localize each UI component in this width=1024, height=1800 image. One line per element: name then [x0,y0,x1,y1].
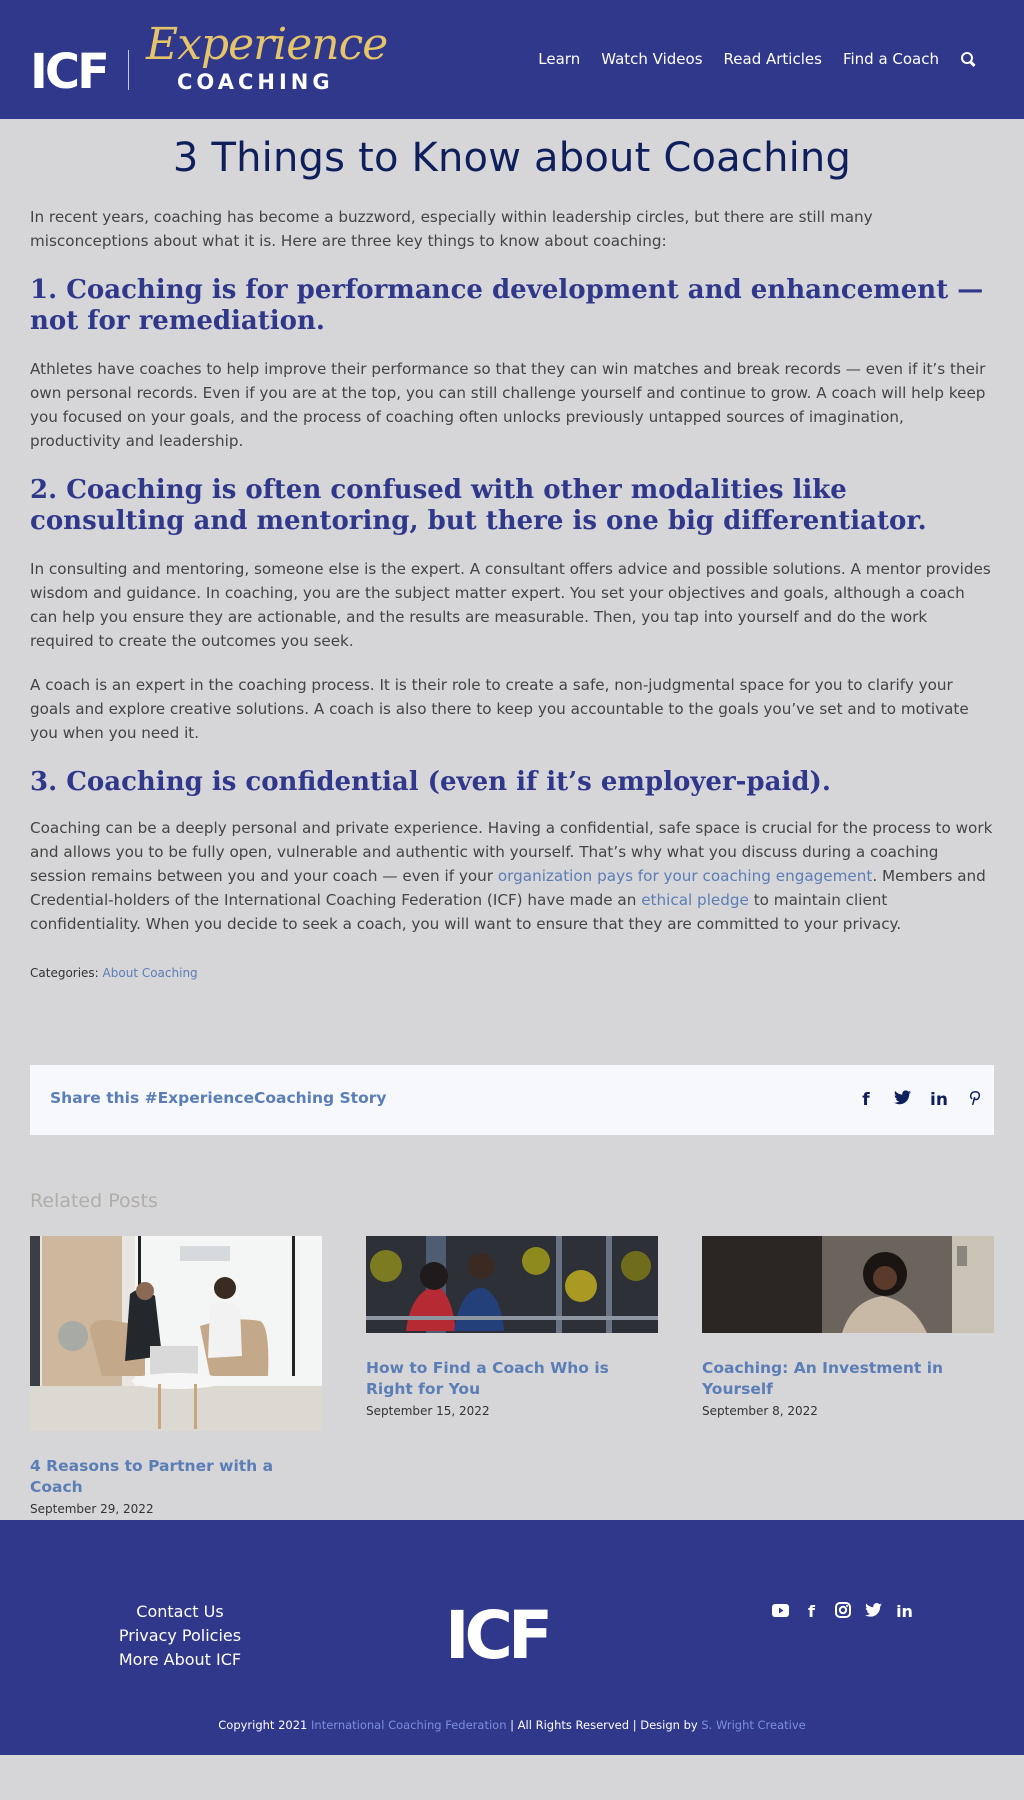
paragraph-3: A coach is an expert in the coaching process. It is their role to create a safe, non-judgmental space for you to clarify your goals and explore creative solutions. A coach is also there to keep you accountable to the goals you’ve set and to motivate you when you need it. [30,676,969,742]
categories-label: Categories: [30,966,103,980]
footer-logo[interactable]: ICF [445,1597,549,1674]
footer-contact-us[interactable]: Contact Us [136,1602,224,1621]
post-date: September 8, 2022 [702,1404,818,1418]
search-icon[interactable] [960,51,976,67]
article [30,119,994,980]
share-icons [858,1089,982,1111]
related-posts-title: Related Posts [30,1190,158,1212]
paragraph-1: Athletes have coaches to help improve their performance so that they can win matches and break records — even if it’s their own personal records. Even if you are at the top, you can still challenge yourself and continue to grow. A coach will help keep you focused on your goals, and the process of coaching often unlocks previously untapped sources of imagination, productivity and leadership. [30,360,986,450]
related-post[interactable] [366,1236,658,1418]
linkedin-icon[interactable]: in [930,1090,948,1110]
paragraph-4-text-b: . Members and Credential-holders of the International Coaching Federation (ICF) have made an [30,867,986,909]
footer-links [80,1600,280,1672]
twitter-icon[interactable] [865,1603,882,1621]
nav-watch-videos[interactable]: Watch Videos [601,50,703,68]
post-title[interactable]: 4 Reasons to Partner with a Coach [30,1457,274,1496]
pinterest-icon[interactable] [966,1089,982,1111]
post-title[interactable]: Coaching: An Investment in Yourself [702,1359,944,1398]
ethical-pledge-link[interactable]: ethical pledge [641,891,749,909]
main-nav [538,50,976,68]
facebook-icon[interactable]: f [808,1602,815,1621]
nav-learn[interactable]: Learn [538,50,581,68]
share-box [30,1065,994,1135]
instagram-icon[interactable] [834,1602,851,1622]
section-heading-3: 3. Coaching is confidential (even if it’s employer-paid). [30,767,831,797]
logo-icf: ICF [30,44,107,100]
related-post[interactable] [30,1236,322,1516]
logo-coaching: COACHING [177,70,334,94]
paragraph-4-text-a: Coaching can be a deeply personal and private experience. Having a confidential, safe space is crucial for the process to work and allows you to be fully open, vulnerable and authentic with yourself. That’s why what you discuss during a coaching session remains between you and your coach — even if your [30,819,993,885]
post-title[interactable]: How to Find a Coach Who is Right for You [366,1359,609,1398]
copyright-text-b: | All Rights Reserved | Design by [506,1718,702,1732]
page-title: 3 Things to Know about Coaching [172,135,852,181]
site-header [0,0,1024,119]
twitter-icon[interactable] [894,1090,910,1110]
logo-script: Experience [146,19,388,70]
paragraph-4 [30,816,994,936]
categories [30,966,994,980]
nav-read-articles[interactable]: Read Articles [723,50,822,68]
intro-paragraph: In recent years, coaching has become a buzzword, especially within leadership circles, but there are still many misconceptions about what it is. Here are three key things to know about coaching: [30,208,873,250]
footer-more-about-icf[interactable]: More About ICF [118,1650,242,1669]
paragraph-2: In consulting and mentoring, someone else is the expert. A consultant offers advice and possible solutions. A mentor provides wisdom and guidance. In coaching, you are the subject matter expert. You set your objectives and goals, although a coach can help you ensure they are actionable, and the results are measurable. Then, you tap into yourself and do the work required to create the outcomes you seek. [30,560,991,650]
copyright [0,1718,1024,1732]
related-post[interactable] [702,1236,994,1418]
post-image-two-women[interactable] [366,1236,658,1333]
post-date: September 29, 2022 [30,1502,154,1516]
logo-divider [128,50,129,90]
youtube-icon[interactable] [772,1603,789,1621]
category-link[interactable]: About Coaching [102,966,198,980]
post-date: September 15, 2022 [366,1404,490,1418]
designer-link[interactable]: S. Wright Creative [701,1718,806,1732]
footer-privacy-policies[interactable]: Privacy Policies [118,1626,242,1645]
paragraph-4-text-c: to maintain client confidentiality. When you decide to seek a coach, you will want to ensure that they are committed to your privacy. [30,891,902,933]
nav-find-a-coach[interactable]: Find a Coach [842,50,939,68]
post-image-office-meeting[interactable] [30,1236,322,1431]
post-image-woman-portrait[interactable] [702,1236,994,1333]
icf-link[interactable]: International Coaching Federation [311,1718,507,1732]
copyright-text-a: Copyright 2021 [218,1718,312,1732]
site-logo[interactable] [30,18,388,100]
employer-paid-coaching-link[interactable]: organization pays for your coaching engagement [497,867,873,885]
share-label: Share this #ExperienceCoaching Story [50,1089,387,1107]
section-heading-2: 2. Coaching is often confused with other modalities like consulting and mentoring, but there is one big differentiator. [30,475,927,536]
section-heading-1: 1. Coaching is for performance development and enhancement — not for remediation. [30,275,984,336]
site-footer [0,1520,1024,1755]
linkedin-icon[interactable]: in [896,1602,913,1621]
facebook-icon[interactable]: f [862,1090,870,1110]
footer-social [772,1602,913,1622]
